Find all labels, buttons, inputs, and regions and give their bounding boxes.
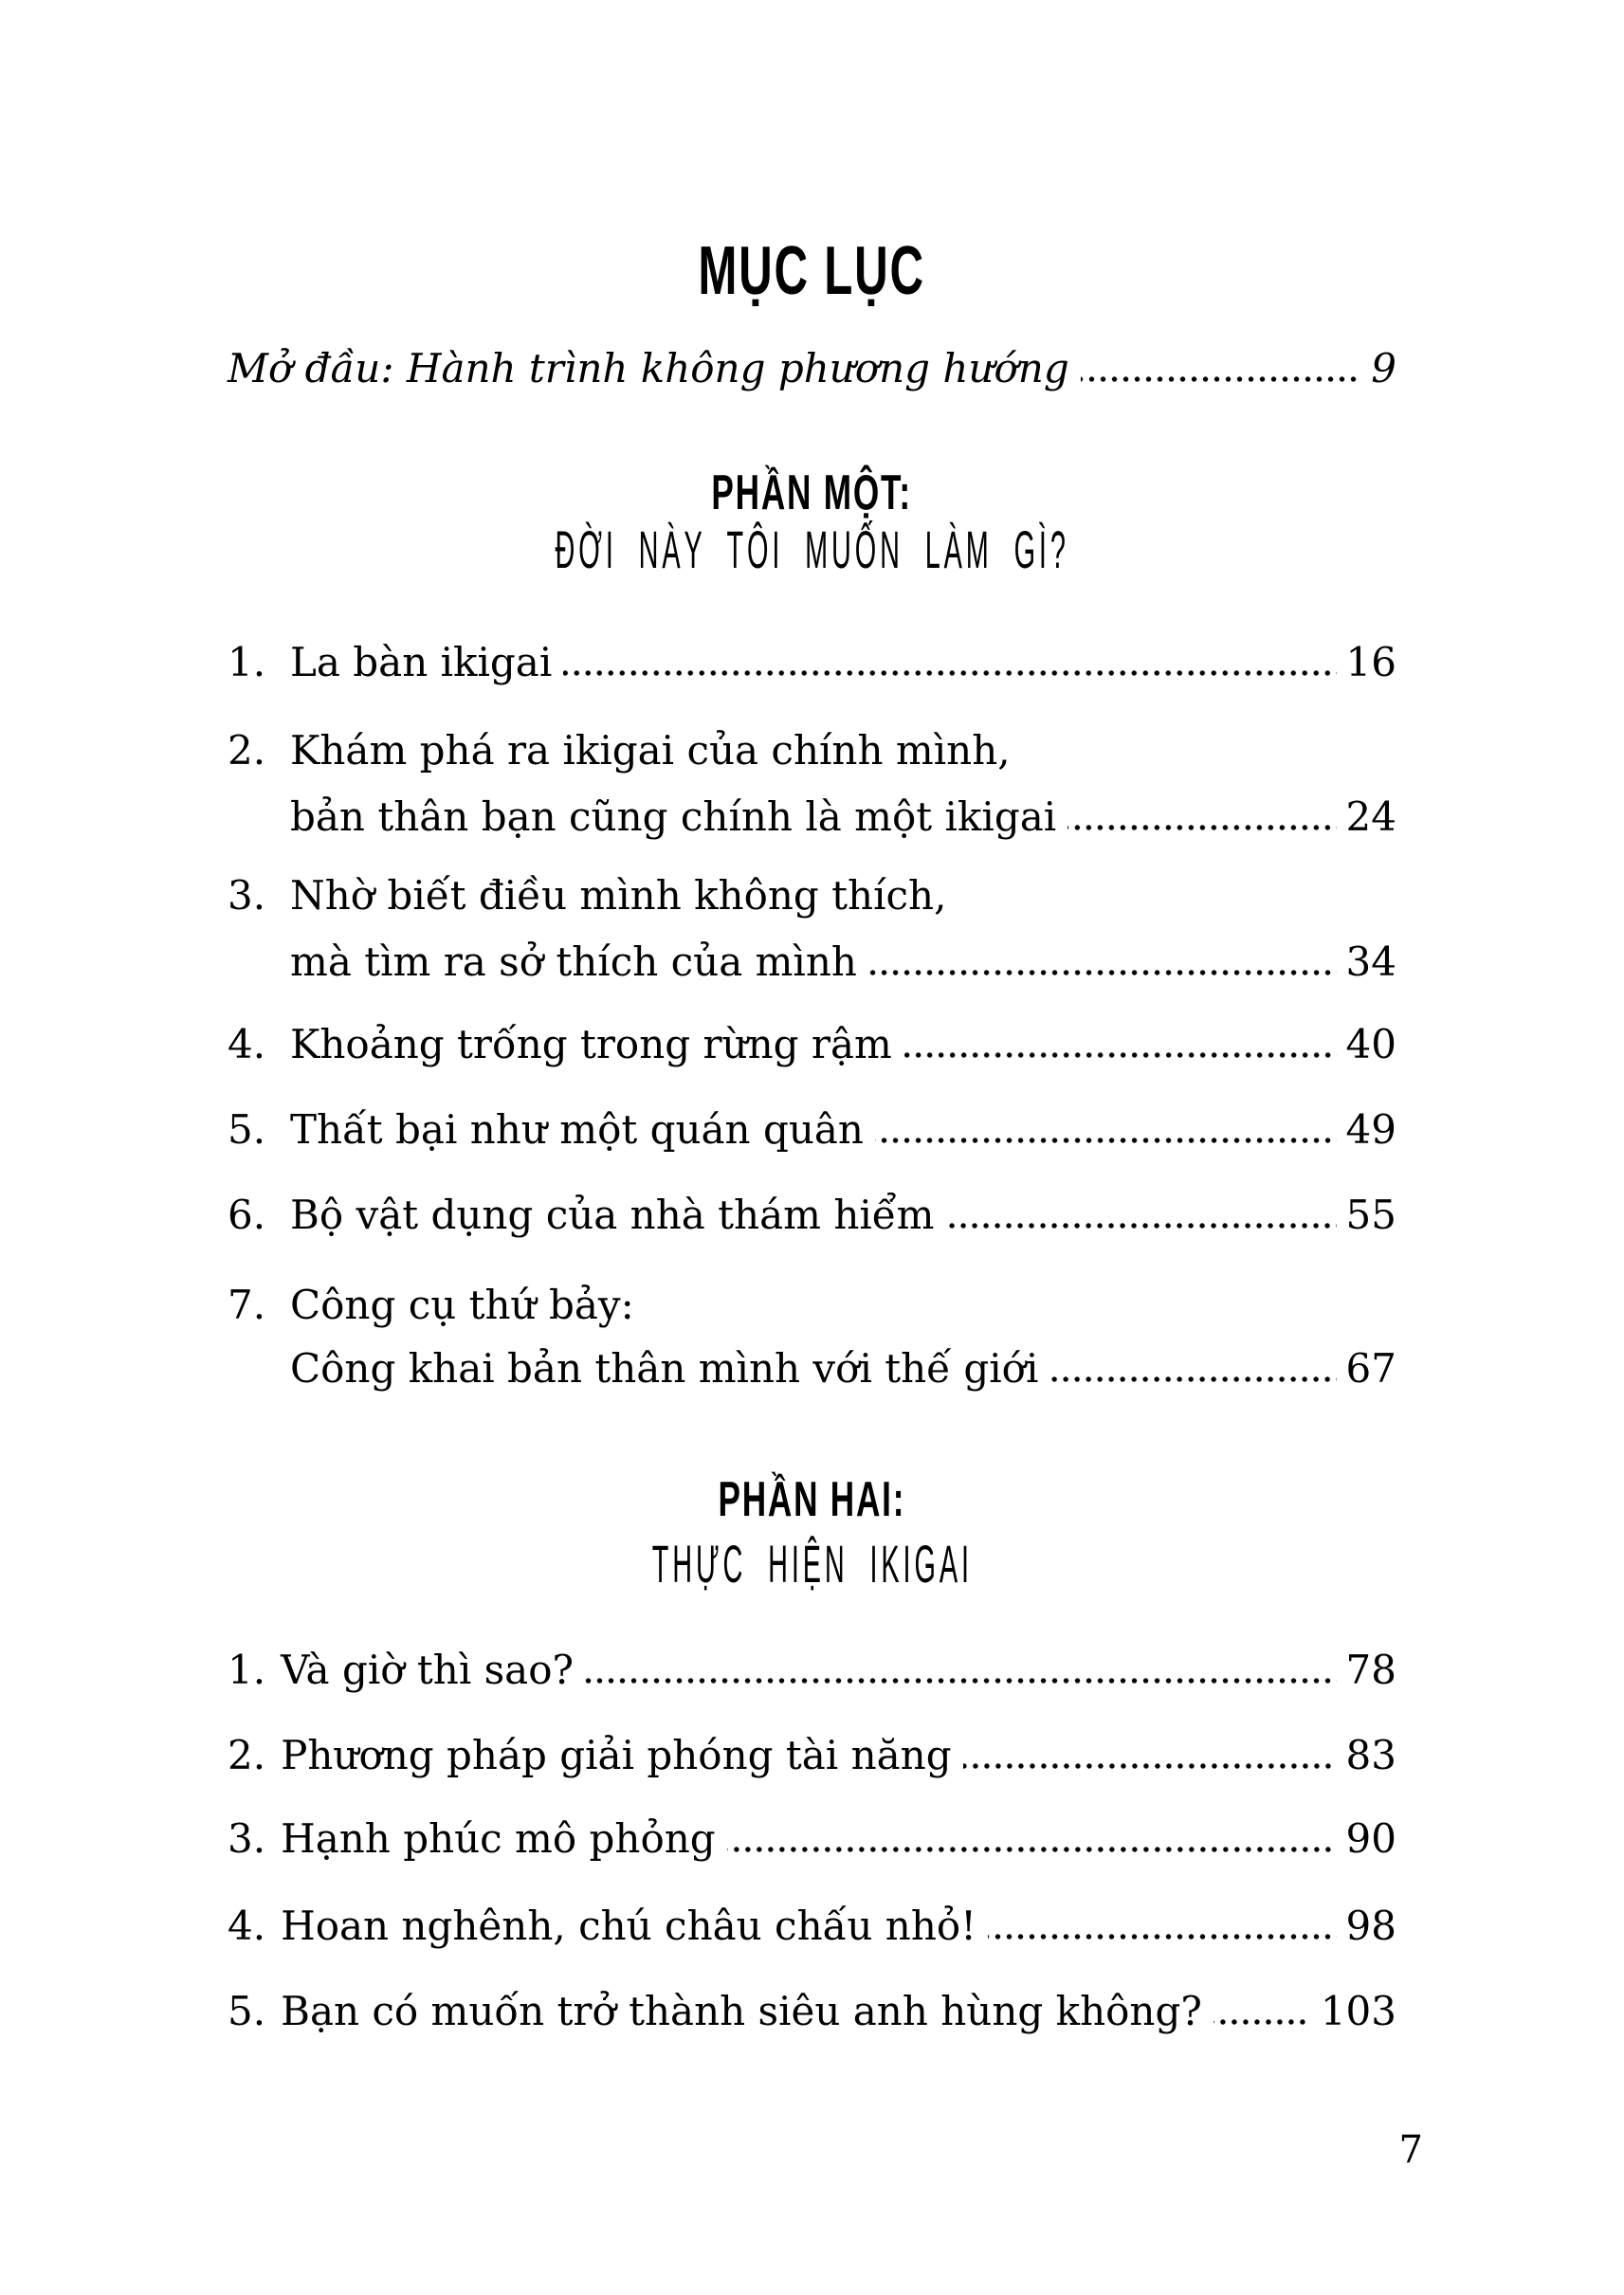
dot-leader — [945, 1223, 1336, 1229]
dot-leader — [903, 1052, 1337, 1058]
dot-leader — [563, 670, 1336, 676]
entry-page-number: 49 — [1345, 1106, 1396, 1153]
toc-entry-p1-7-line1 — [228, 1283, 1396, 1328]
entry-title: Bộ vật dụng của nhà thám hiểm — [290, 1192, 935, 1238]
toc-entry-p2-2 — [228, 1733, 1396, 1778]
entry-title: Bạn có muốn trở thành siêu anh hùng không? — [281, 1988, 1202, 2034]
entry-page-number: 40 — [1345, 1021, 1396, 1067]
entry-title: Mở đầu: Hành trình không phương hướng — [228, 345, 1069, 392]
entry-number: 2. — [228, 727, 266, 774]
entry-page-number: 83 — [1345, 1732, 1396, 1778]
entry-page-number: 16 — [1345, 639, 1396, 685]
part1-heading — [0, 465, 1624, 520]
dot-leader — [727, 1847, 1337, 1852]
toc-entry-p2-3 — [228, 1816, 1396, 1862]
entry-number: 7. — [228, 1282, 266, 1328]
toc-entry-p2-5 — [228, 1989, 1396, 2034]
entry-page-number: 67 — [1345, 1345, 1396, 1392]
part2-subheading-text: THỰC HIỆN IKIGAI — [651, 1535, 973, 1594]
dot-leader — [963, 1763, 1337, 1769]
entry-number: 5. — [228, 1106, 266, 1153]
entry-title: Khám phá ra ikigai của chính mình, — [290, 727, 1011, 774]
toc-entry-p1-2-line1 — [228, 728, 1396, 774]
entry-number: 3. — [228, 1815, 266, 1862]
entry-page-number: 90 — [1345, 1815, 1396, 1862]
entry-title-continued: Công khai bản thân mình với thế giới — [290, 1345, 1039, 1392]
toc-entry-p1-3-line1 — [228, 873, 1396, 919]
dot-leader — [875, 1138, 1337, 1143]
entry-title: Hạnh phúc mô phỏng — [281, 1815, 716, 1862]
entry-title: La bàn ikigai — [290, 639, 553, 685]
entry-title-continued: mà tìm ra sở thích của mình — [290, 938, 857, 985]
entry-page-number: 55 — [1345, 1192, 1396, 1238]
toc-entry-intro — [228, 346, 1396, 392]
page-title — [0, 230, 1624, 309]
entry-title: Khoảng trống trong rừng rậm — [290, 1021, 892, 1067]
toc-entry-p2-4 — [228, 1903, 1396, 1949]
entry-page-number: 78 — [1345, 1647, 1396, 1693]
toc-entry-p1-1 — [228, 640, 1396, 685]
entry-title: Hoan nghênh, chú châu chấu nhỏ! — [281, 1903, 977, 1949]
dot-leader — [585, 1678, 1337, 1684]
toc-entry-p1-5 — [228, 1107, 1396, 1153]
toc-entry-p1-3-line2 — [228, 939, 1396, 985]
entry-page-number: 98 — [1345, 1903, 1396, 1949]
entry-title: Công cụ thứ bảy: — [290, 1282, 634, 1328]
part1-subheading — [0, 520, 1624, 579]
toc-entry-p1-7-line2 — [228, 1346, 1396, 1392]
toc-entry-p1-2-line2 — [228, 794, 1396, 840]
toc-entry-p2-1 — [228, 1648, 1396, 1693]
entry-number: 3. — [228, 872, 266, 919]
entry-title: Nhờ biết điều mình không thích, — [290, 872, 947, 919]
dot-leader — [1081, 376, 1362, 382]
entry-page-number: 34 — [1345, 938, 1396, 985]
entry-page-number: 24 — [1345, 793, 1396, 840]
entry-page-number: 9 — [1371, 345, 1396, 392]
page-title-text: MỤC LỤC — [698, 230, 926, 309]
toc-entry-p1-6 — [228, 1193, 1396, 1238]
entry-title-continued: bản thân bạn cũng chính là một ikigai — [290, 793, 1057, 840]
part2-subheading — [0, 1535, 1624, 1594]
entry-title: Và giờ thì sao? — [281, 1647, 575, 1693]
part1-heading-text: PHẦN MỘT: — [711, 465, 913, 520]
entry-page-number: 103 — [1320, 1988, 1396, 2034]
part2-heading-text: PHẦN HAI: — [718, 1472, 906, 1527]
entry-number: 1. — [228, 1647, 266, 1693]
entry-number: 5. — [228, 1988, 266, 2034]
entry-title: Thất bại như một quán quân — [290, 1106, 864, 1153]
toc-entry-p1-4 — [228, 1022, 1396, 1067]
dot-leader — [868, 970, 1337, 975]
entry-number: 4. — [228, 1903, 266, 1949]
entry-number: 6. — [228, 1192, 266, 1238]
entry-number: 1. — [228, 639, 266, 685]
part2-heading — [0, 1472, 1624, 1527]
dot-leader — [1049, 1376, 1336, 1382]
page-number-folio: 7 — [1398, 2128, 1423, 2172]
dot-leader — [988, 1934, 1337, 1940]
entry-number: 2. — [228, 1732, 266, 1778]
dot-leader — [1067, 825, 1336, 830]
part1-subheading-text: ĐỜI NÀY TÔI MUỐN LÀM GÌ? — [555, 520, 1069, 579]
dot-leader — [1213, 2019, 1311, 2025]
entry-title: Phương pháp giải phóng tài năng — [281, 1732, 952, 1778]
entry-number: 4. — [228, 1021, 266, 1067]
